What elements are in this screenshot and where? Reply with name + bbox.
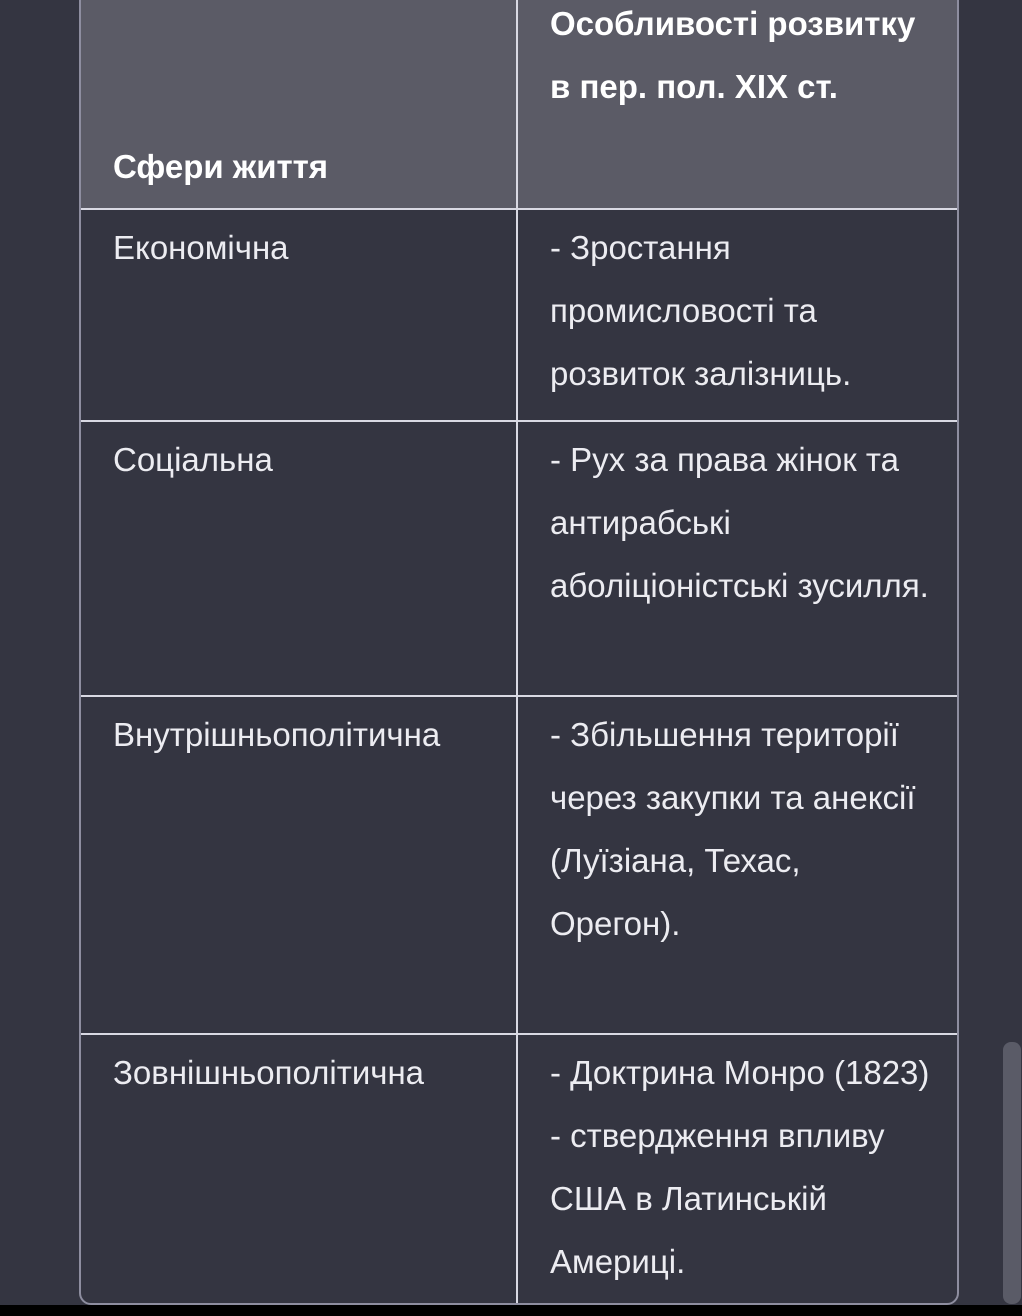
scrollbar-thumb[interactable] [1003,1042,1021,1304]
table-row [81,696,959,1034]
header-features: Особливості розвитку в пер. пол. XIX ст. [517,0,959,209]
cell-sphere: Економічна [81,209,517,421]
cell-features: - Рух за права жінок та антирабські аболіціоністські зусилля. [517,421,959,696]
header-spheres: Сфери життя [81,0,517,209]
scrollbar[interactable] [1002,0,1022,1305]
table-row [81,421,959,696]
cell-sphere: Внутрішньополітична [81,696,517,1034]
table-row [81,1034,959,1305]
table-header-row [81,0,959,209]
cell-features: - Доктрина Монро (1823) - ствердження впливу США в Латинській Америці. [517,1034,959,1305]
cell-features: - Збільшення території через закупки та анексії (Луїзіана, Техас, Орегон). [517,696,959,1034]
comparison-table [79,0,959,1305]
cell-sphere: Зовнішньополітична [81,1034,517,1305]
cell-features: - Зростання промисловості та розвиток залізниць. [517,209,959,421]
cell-sphere: Соціальна [81,421,517,696]
bottom-edge [0,1305,1022,1316]
table-row [81,209,959,421]
table [81,0,959,1305]
